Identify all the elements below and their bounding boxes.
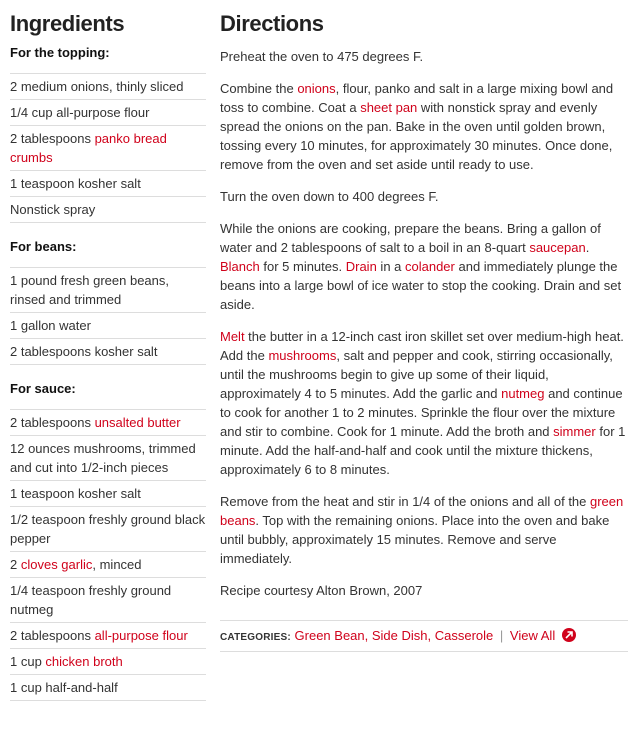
direction-step [220, 327, 628, 479]
arrow-glyph [565, 631, 573, 639]
ingredient-group-title: For sauce: [10, 381, 76, 396]
category-comma: , [364, 628, 372, 643]
categories-bar [220, 620, 628, 652]
ingredient-item [10, 409, 206, 435]
direction-steps [220, 47, 628, 600]
ingredient-item [10, 506, 206, 551]
ingredient-item [10, 170, 206, 196]
arrow-up-right-icon[interactable] [562, 628, 576, 642]
inline-link[interactable]: onions [297, 81, 336, 96]
text-run: and immediately plunge the beans into a large bowl of ice water to stop the cooking. Drain and set aside. [220, 259, 622, 312]
ingredient-item [10, 267, 206, 312]
text-run: 2 [10, 557, 21, 572]
ingredient-group-title: For beans: [10, 239, 77, 254]
text-run: 2 medium onions, thinly sliced [10, 79, 184, 94]
category-links [295, 628, 494, 643]
inline-link[interactable]: Blanch [220, 259, 260, 274]
text-run: for 1 minute. Add the half-and-half and cook until the mixture thickens, approximately 6 to 8 minutes. [220, 424, 626, 477]
inline-link[interactable]: Melt [220, 329, 245, 344]
text-run: 2 tablespoons [10, 131, 95, 146]
inline-link[interactable]: colander [405, 259, 455, 274]
inline-link[interactable]: chicken broth [45, 654, 123, 669]
text-run: and continue to cook for another 1 to 2 minutes. Sprinkle the flour over the mixture and stir to combine. Cook for 1 minute. Add the broth and [220, 386, 623, 439]
text-run: the butter in a 12-inch cast iron skillet set over medium-high heat. Add the [220, 329, 624, 363]
text-run: 1 pound fresh green beans, rinsed and trimmed [10, 273, 170, 307]
category-link[interactable]: Green Bean [294, 628, 365, 643]
ingredient-item [10, 73, 206, 99]
ingredient-item [10, 674, 206, 701]
text-run: 1 teaspoon kosher salt [10, 486, 141, 501]
ingredient-item [10, 435, 206, 480]
text-run: While the onions are cooking, prepare the beans. Bring a gallon of water and 2 tablespoons of salt to a boil in an 8-quart [220, 221, 601, 255]
text-run: 2 tablespoons kosher salt [10, 344, 158, 359]
text-run: 2 tablespoons [10, 628, 95, 643]
text-run: . [585, 240, 590, 255]
text-run: 1/2 teaspoon freshly ground black pepper [10, 512, 206, 546]
ingredient-item [10, 577, 206, 622]
inline-link[interactable]: green beans [220, 494, 624, 528]
direction-step [220, 219, 628, 314]
ingredient-item [10, 312, 206, 338]
ingredient-groups [10, 43, 206, 701]
inline-link[interactable]: unsalted butter [94, 415, 181, 430]
inline-link[interactable]: nutmeg [501, 386, 545, 401]
ingredients-column [10, 10, 206, 701]
text-run: Combine the [220, 81, 298, 96]
ingredient-item [10, 196, 206, 223]
category-separator: | [499, 628, 504, 643]
text-run: 12 ounces mushrooms, trimmed and cut into 1/2-inch pieces [10, 441, 196, 475]
text-run: , minced [92, 557, 142, 572]
category-link[interactable]: Side Dish [371, 628, 428, 643]
ingredient-item [10, 622, 206, 648]
ingredient-item [10, 551, 206, 577]
direction-step [220, 47, 628, 66]
text-run: Recipe courtesy Alton Brown, 2007 [220, 583, 423, 598]
inline-link[interactable]: Drain [345, 259, 377, 274]
ingredient-item [10, 480, 206, 506]
text-run: , flour, panko and salt in a large mixing bowl and toss to combine. Coat a [220, 81, 614, 115]
inline-link[interactable]: sheet pan [360, 100, 418, 115]
ingredient-item [10, 338, 206, 365]
text-run: for 5 minutes. [259, 259, 346, 274]
direction-step [220, 492, 628, 568]
category-link[interactable]: Casserole [434, 628, 494, 643]
category-comma: , [427, 628, 435, 643]
text-run: Turn the oven down to 400 degrees F. [220, 189, 439, 204]
text-run: 1 cup [10, 654, 46, 669]
text-run: Remove from the heat and stir in 1/4 of the onions and all of the [220, 494, 590, 509]
categories-label: CATEGORIES: [220, 632, 291, 643]
ingredient-item [10, 648, 206, 674]
text-run: 1 gallon water [10, 318, 91, 333]
ingredient-item [10, 125, 206, 170]
text-run: 2 tablespoons [10, 415, 95, 430]
inline-link[interactable]: panko bread crumbs [10, 131, 167, 165]
ingredient-list [10, 409, 206, 701]
inline-link[interactable]: mushrooms [268, 348, 337, 363]
text-run: , salt and pepper and cook, stirring occasionally, until the mushrooms begin to give up some of their liquid, approximately 4 to 5 minutes. Add the garlic and [220, 348, 613, 401]
inline-link[interactable]: simmer [553, 424, 596, 439]
text-run: 1/4 teaspoon freshly ground nutmeg [10, 583, 172, 617]
ingredient-list [10, 267, 206, 365]
directions-column [220, 10, 628, 652]
text-run: . Top with the remaining onions. Place into the oven and bake until bubbly, approximately 15 minutes. Remove and serve immediately. [220, 513, 610, 566]
ingredient-group-title: For the topping: [10, 45, 110, 60]
direction-step [220, 581, 628, 600]
text-run: Preheat the oven to 475 degrees F. [220, 49, 424, 64]
text-run: in a [376, 259, 405, 274]
inline-link[interactable]: cloves garlic [20, 557, 93, 572]
inline-link[interactable]: all-purpose flour [94, 628, 188, 643]
inline-link[interactable]: saucepan [529, 240, 586, 255]
text-run: 1 teaspoon kosher salt [10, 176, 141, 191]
text-run: 1/4 cup all-purpose flour [10, 105, 150, 120]
text-run: 1 cup half-and-half [10, 680, 118, 695]
text-run: Nonstick spray [10, 202, 96, 217]
ingredient-list [10, 73, 206, 223]
ingredients-title: Ingredients [10, 11, 125, 36]
view-all-link[interactable]: View All [509, 628, 556, 643]
ingredient-item [10, 99, 206, 125]
directions-title: Directions [220, 11, 324, 36]
direction-step [220, 187, 628, 206]
text-run: with nonstick spray and evenly spread the onions on the pan. Bake in the oven until golden brown, tossing every 10 minutes, for approximately 30 minutes. Once done, remove from the oven and set aside until ready to use. [220, 100, 613, 172]
direction-step [220, 79, 628, 174]
